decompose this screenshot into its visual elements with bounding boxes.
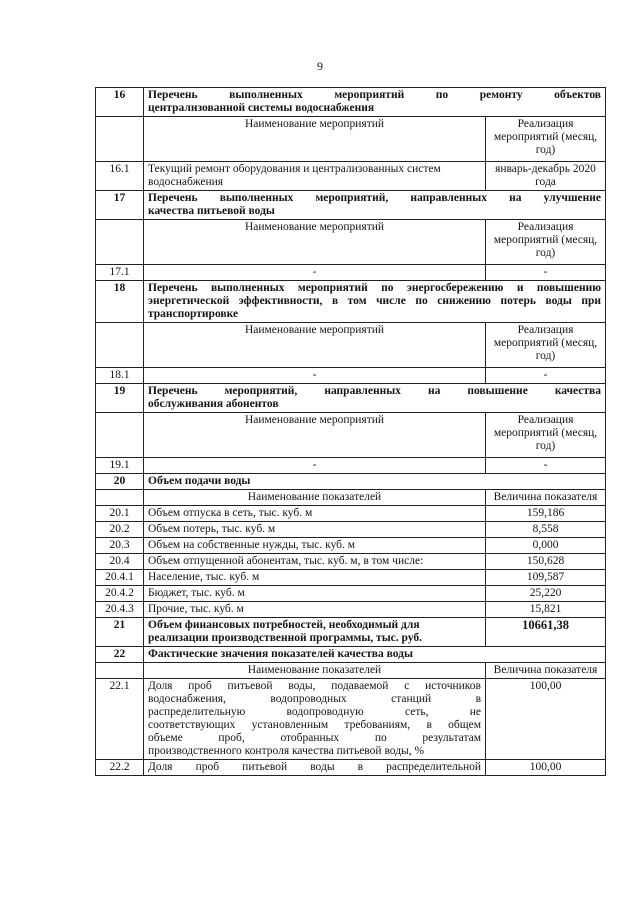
table-row bbox=[96, 679, 606, 760]
column-header-implementation: Реализация мероприятий (месяц, год) bbox=[486, 323, 606, 368]
row-number: 22.2 bbox=[96, 760, 144, 776]
column-header-name: Наименование мероприятий bbox=[144, 323, 486, 368]
row-number: 19.1 bbox=[96, 458, 144, 474]
section-title: Фактические значения показателей качества воды bbox=[144, 647, 606, 663]
row-number: 20.4.3 bbox=[96, 602, 144, 618]
row-name: Текущий ремонт оборудования и централизованных систем водоснабжения bbox=[144, 162, 486, 191]
row-value: - bbox=[486, 458, 606, 474]
row-value: 25,220 bbox=[486, 586, 606, 602]
section-number: 17 bbox=[96, 191, 144, 220]
row-name: Доля проб питьевой воды, подаваемой с источников водоснабжения, водопроводных станций в распределительную водопроводную сеть, не соответствующих установленным требованиям, в общем объеме проб, отобранных по результатам производственного контроля качества питьевой воды, % bbox=[144, 679, 486, 760]
financial-needs-value: 10661,38 bbox=[486, 618, 606, 647]
row-name: Объем отпущенной абонентам, тыс. куб. м, в том числе: bbox=[144, 554, 486, 570]
table-row bbox=[96, 522, 606, 538]
column-header-implementation: Реализация мероприятий (месяц, год) bbox=[486, 413, 606, 458]
row-name: Объем отпуска в сеть, тыс. куб. м bbox=[144, 506, 486, 522]
section-number: 18 bbox=[96, 281, 144, 323]
row-number: 22.1 bbox=[96, 679, 144, 760]
section-19-columns bbox=[96, 413, 606, 458]
row-value: январь-декабрь 2020 года bbox=[486, 162, 606, 191]
table-row bbox=[96, 602, 606, 618]
section-16-header bbox=[96, 88, 606, 117]
row-number: 20.4.2 bbox=[96, 586, 144, 602]
section-number: 16 bbox=[96, 88, 144, 117]
section-number: 20 bbox=[96, 474, 144, 490]
row-name: Прочие, тыс. куб. м bbox=[144, 602, 486, 618]
section-21 bbox=[96, 618, 606, 647]
section-number: 22 bbox=[96, 647, 144, 663]
column-header-name: Наименование показателей bbox=[144, 490, 486, 506]
row-number: 20.1 bbox=[96, 506, 144, 522]
section-16-columns bbox=[96, 117, 606, 162]
row-value: 100,00 bbox=[486, 760, 606, 776]
table-row bbox=[96, 506, 606, 522]
section-17-columns bbox=[96, 220, 606, 265]
column-header-implementation: Реализация мероприятий (месяц, год) bbox=[486, 220, 606, 265]
section-19-header bbox=[96, 384, 606, 413]
row-name: - bbox=[144, 458, 486, 474]
column-header-name: Наименование мероприятий bbox=[144, 220, 486, 265]
section-title: Перечень мероприятий, направленных на повышение качества обслуживания абонентов bbox=[144, 384, 606, 413]
row-value: 15,821 bbox=[486, 602, 606, 618]
row-value: 8,558 bbox=[486, 522, 606, 538]
row-name: Бюджет, тыс. куб. м bbox=[144, 586, 486, 602]
table-row bbox=[96, 368, 606, 384]
row-number: 18.1 bbox=[96, 368, 144, 384]
column-header-value: Величина показателя bbox=[486, 490, 606, 506]
row-value: 150,628 bbox=[486, 554, 606, 570]
row-number: 20.2 bbox=[96, 522, 144, 538]
row-name: Объем на собственные нужды, тыс. куб. м bbox=[144, 538, 486, 554]
table-row bbox=[96, 586, 606, 602]
row-value: 0,000 bbox=[486, 538, 606, 554]
section-title: Объем подачи воды bbox=[144, 474, 606, 490]
row-value: 159,186 bbox=[486, 506, 606, 522]
column-header-name: Наименование показателей bbox=[144, 663, 486, 679]
section-18-columns bbox=[96, 323, 606, 368]
row-number: 20.3 bbox=[96, 538, 144, 554]
row-number: 17.1 bbox=[96, 265, 144, 281]
table-row bbox=[96, 760, 606, 776]
section-22-header bbox=[96, 647, 606, 663]
row-number: 16.1 bbox=[96, 162, 144, 191]
section-number: 21 bbox=[96, 618, 144, 647]
row-name: - bbox=[144, 265, 486, 281]
row-value: - bbox=[486, 265, 606, 281]
table-row bbox=[96, 538, 606, 554]
column-header-name: Наименование мероприятий bbox=[144, 117, 486, 162]
section-title: Перечень выполненных мероприятий, направленных на улучшение качества питьевой воды bbox=[144, 191, 606, 220]
column-header-value: Величина показателя bbox=[486, 663, 606, 679]
row-value: 109,587 bbox=[486, 570, 606, 586]
section-title: Перечень выполненных мероприятий по ремонту объектов централизованной системы водоснабжения bbox=[144, 88, 606, 117]
row-name: Население, тыс. куб. м bbox=[144, 570, 486, 586]
column-header-name: Наименование мероприятий bbox=[144, 413, 486, 458]
row-number: 20.4 bbox=[96, 554, 144, 570]
row-name: Объем потерь, тыс. куб. м bbox=[144, 522, 486, 538]
row-number: 20.4.1 bbox=[96, 570, 144, 586]
row-name: Доля проб питьевой воды в распределительной bbox=[144, 760, 486, 776]
section-20-header bbox=[96, 474, 606, 490]
row-value: 100,00 bbox=[486, 679, 606, 760]
program-table bbox=[95, 87, 606, 776]
section-20-columns bbox=[96, 490, 606, 506]
table-row bbox=[96, 162, 606, 191]
page-number: 9 bbox=[317, 59, 323, 73]
section-18-header bbox=[96, 281, 606, 323]
table-row bbox=[96, 458, 606, 474]
section-22-columns bbox=[96, 663, 606, 679]
section-title: Объем финансовых потребностей, необходимый для реализации производственной программы, тыс. руб. bbox=[144, 618, 486, 647]
table-row bbox=[96, 265, 606, 281]
section-title: Перечень выполненных мероприятий по энергосбережению и повышению энергетической эффективности, в том числе по снижению потерь воды при транспортировке bbox=[144, 281, 606, 323]
section-17-header bbox=[96, 191, 606, 220]
row-name: - bbox=[144, 368, 486, 384]
section-number: 19 bbox=[96, 384, 144, 413]
table-row bbox=[96, 554, 606, 570]
table-row bbox=[96, 570, 606, 586]
column-header-implementation: Реализация мероприятий (месяц, год) bbox=[486, 117, 606, 162]
row-value: - bbox=[486, 368, 606, 384]
